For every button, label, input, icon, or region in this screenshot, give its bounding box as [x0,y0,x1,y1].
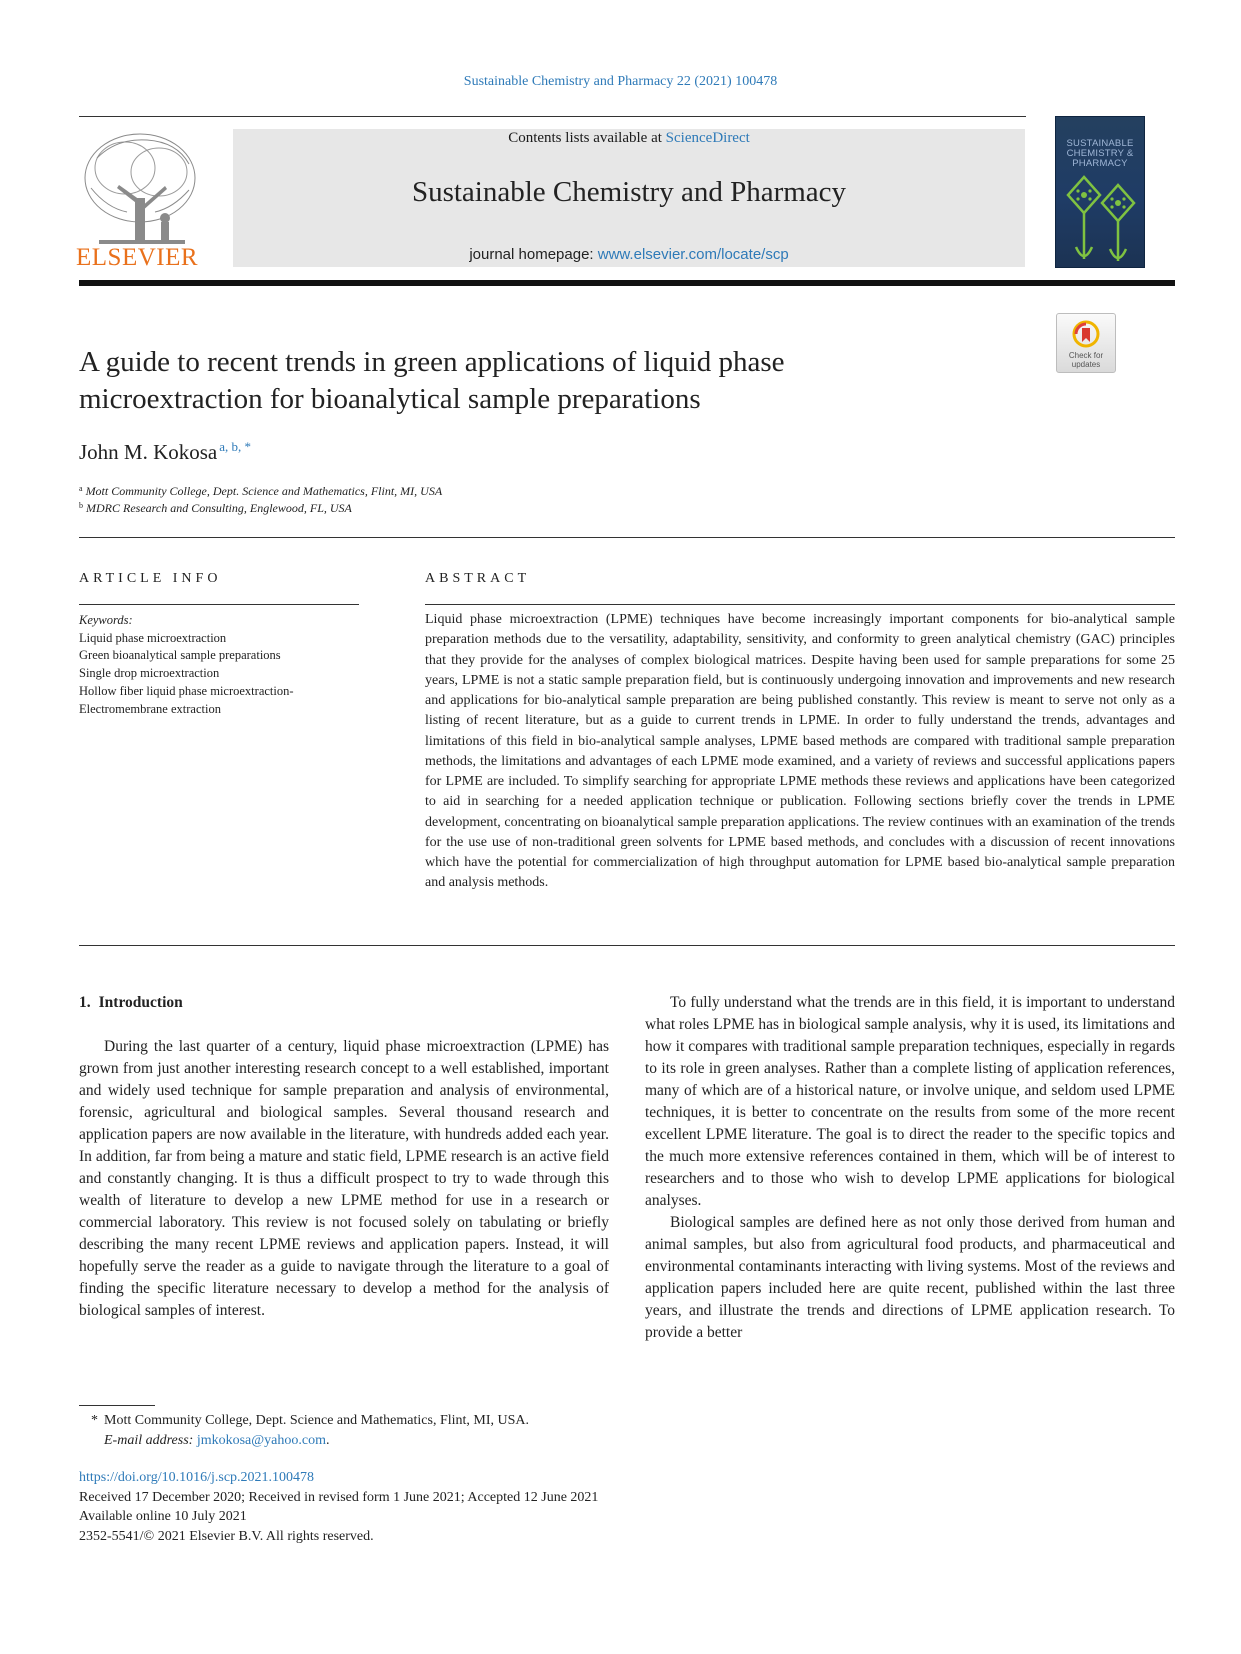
body-column-left [79,1036,609,1322]
homepage-line [233,246,1025,263]
keyword-item: Hollow fiber liquid phase microextraction- [79,683,294,698]
available-online: Available online 10 July 2021 [79,1509,247,1524]
email-link[interactable]: jmkokosa@yahoo.com [196,1433,326,1448]
affiliation-a-text: Mott Community College, Dept. Science and Mathematics, Flint, MI, USA [85,484,443,498]
sciencedirect-link[interactable]: ScienceDirect [665,130,750,146]
contents-prefix: Contents lists available at [508,130,666,146]
affiliation-b [79,501,352,516]
elsevier-wordmark: ELSEVIER [76,244,199,271]
affiliation-b-text: MDRC Research and Consulting, Englewood, FL, USA [86,501,352,515]
author-name[interactable]: John M. Kokosa [79,440,218,464]
copyright-line: 2352-5541/© 2021 Elsevier B.V. All rights reserved. [79,1528,374,1544]
article-info-rule [79,604,359,605]
abstract-rule [425,604,1175,605]
article-history: Received 17 December 2020; Received in revised form 1 June 2021; Accepted 12 June 2021 [79,1489,599,1505]
keyword-item: Green bioanalytical sample preparations [79,648,281,663]
journal-reference[interactable]: Sustainable Chemistry and Pharmacy 22 (2021) 100478 [463,74,778,89]
publication-info [79,1468,879,1546]
paragraph: To fully understand what the trends are in this field, it is important to understand what roles LPME has in biological sample analysis, why it is used, its limitations and how it compares with traditional sample preparation techniques, especially in regards to its role in green analyses. Rather than a complete listing of application references, many of which are of a historical nature, or involve unique, and seldom used LPME techniques, it is better to concentrate on the results from some of the more recent excellent LPME literature. The goal is to direct the reader to the specific topics and the much more extensive references contained in them, which will be of interest to researchers and to those who wish to develop LPME applications for biological analyses. [645,994,1175,1209]
paragraph: Biological samples are defined here as not only those derived from human and animal samples, but also from agricultural food products, and pharmaceutical and environmental contaminants interacting with living systems. Most of the reviews and application papers included here are quite recent, published within the last three years, and illustrate the trends and directions of LPME application research. To provide a better [645,1214,1175,1341]
section-divider [79,537,1175,538]
article-info-heading: ARTICLE INFO [79,571,222,586]
abstract-heading: ABSTRACT [425,571,531,586]
check-updates-icon [1072,320,1100,350]
contents-line [233,130,1025,147]
keywords-label: Keywords: [79,613,133,627]
affiliation-b-mark: b [79,501,83,510]
header-top-rule [79,116,1026,117]
check-for-updates-button[interactable] [1056,313,1116,373]
corresponding-author-footnote [79,1411,639,1451]
affiliation-a [79,484,442,499]
section-number: 1. [79,994,91,1011]
section-divider [79,945,1175,946]
header-thick-rule [79,280,1175,286]
journal-homepage-link[interactable]: www.elsevier.com/locate/scp [597,246,789,263]
body-column-right [645,992,1175,1344]
abstract-text: Liquid phase microextraction (LPME) techniques have become increasingly important components for bio-analytical sample preparation methods due to the versatility, adaptability, sensitivity, and conformity to green analytical chemistry (GAC) principles that they provide for the analyses of complex biological matrices. Despite having been used for sample preparations for some 25 years, LPME is not a static sample preparation field, but is continuously undergoing innovation and improvements and new research and applications for bio-analytical sample preparation are being published constantly. This review is meant to serve not only as a listing of recent literature, but as a guide to current trends in LPME. In order to fully understand the trends, advantages and limitations of this field in bio-analytical sample analyses, LPME based methods are compared with traditional sample preparation methods, the limitations and advantages of each LPME mode examined, and a variety of reviews and successful applications papers for LPME are included. To simplify searching for appropriate LPME methods these reviews and applications have been categorized to aid in searching for a needed application technique or publication. Following sections briefly cover the trends in LPME development, concentrating on bioanalytical sample preparation applications. The review continues with an examination of the trends for the use use of non-traditional green solvents for LPME based methods, and concludes with a discussion of recent innovations which have the potential for commercialization of high throughput automation for LPME based bio-analytical sample preparation and analysis methods. [425,612,1175,891]
keyword-item: Single drop microextraction [79,666,220,681]
homepage-prefix: journal homepage: [469,246,598,263]
author-affiliation-marks[interactable]: a, b, * [219,439,252,454]
section-title: Introduction [98,994,183,1011]
article-title: A guide to recent trends in green applications of liquid phase microextraction for bioanalytical sample preparations [79,346,785,415]
cover-leaf-graphic [1056,169,1145,268]
keyword-item: Electromembrane extraction [79,701,221,716]
author-line [79,439,251,465]
introduction-heading [79,994,183,1012]
affiliation-a-mark: a [79,484,83,493]
footnote-rule [79,1405,155,1406]
journal-name: Sustainable Chemistry and Pharmacy [411,176,847,208]
footnote-star: * [91,1413,98,1428]
cover-title: SUSTAINABLE CHEMISTRY & PHARMACY [1066,138,1134,169]
footnote-text: Mott Community College, Dept. Science and Mathematics, Flint, MI, USA. [104,1413,530,1428]
email-label: E-mail address: [104,1433,194,1448]
paragraph: During the last quarter of a century, liquid phase microextraction (LPME) has grown from just another interesting research concept to a well established, important and widely used technique for sample preparation and analysis of environmental, forensic, agricultural and biological samples. Several thousand research and application papers are now available in the literature, with hundreds added each year. In addition, far from being a mature and static field, LPME research is an active field and constantly changing. It is thus a difficult prospect to try to wade through this wealth of literature to develop a new LPME method for use in a research or commercial laboratory. This review is not focused solely on tabulating or briefly describing the many recent LPME reviews and application papers. Instead, it will hopefully serve the reader as a guide to navigate through the literature to a goal of finding the specific literature necessary to develop a method for the analysis of biological samples of interest. [79,1038,609,1319]
keywords-block [79,612,369,718]
doi-link[interactable]: https://doi.org/10.1016/j.scp.2021.100478 [79,1470,315,1485]
check-updates-label: Check for updates [1068,351,1104,369]
journal-cover-image[interactable] [1055,116,1145,268]
email-end: . [325,1433,330,1448]
keyword-item: Liquid phase microextraction [79,630,227,645]
